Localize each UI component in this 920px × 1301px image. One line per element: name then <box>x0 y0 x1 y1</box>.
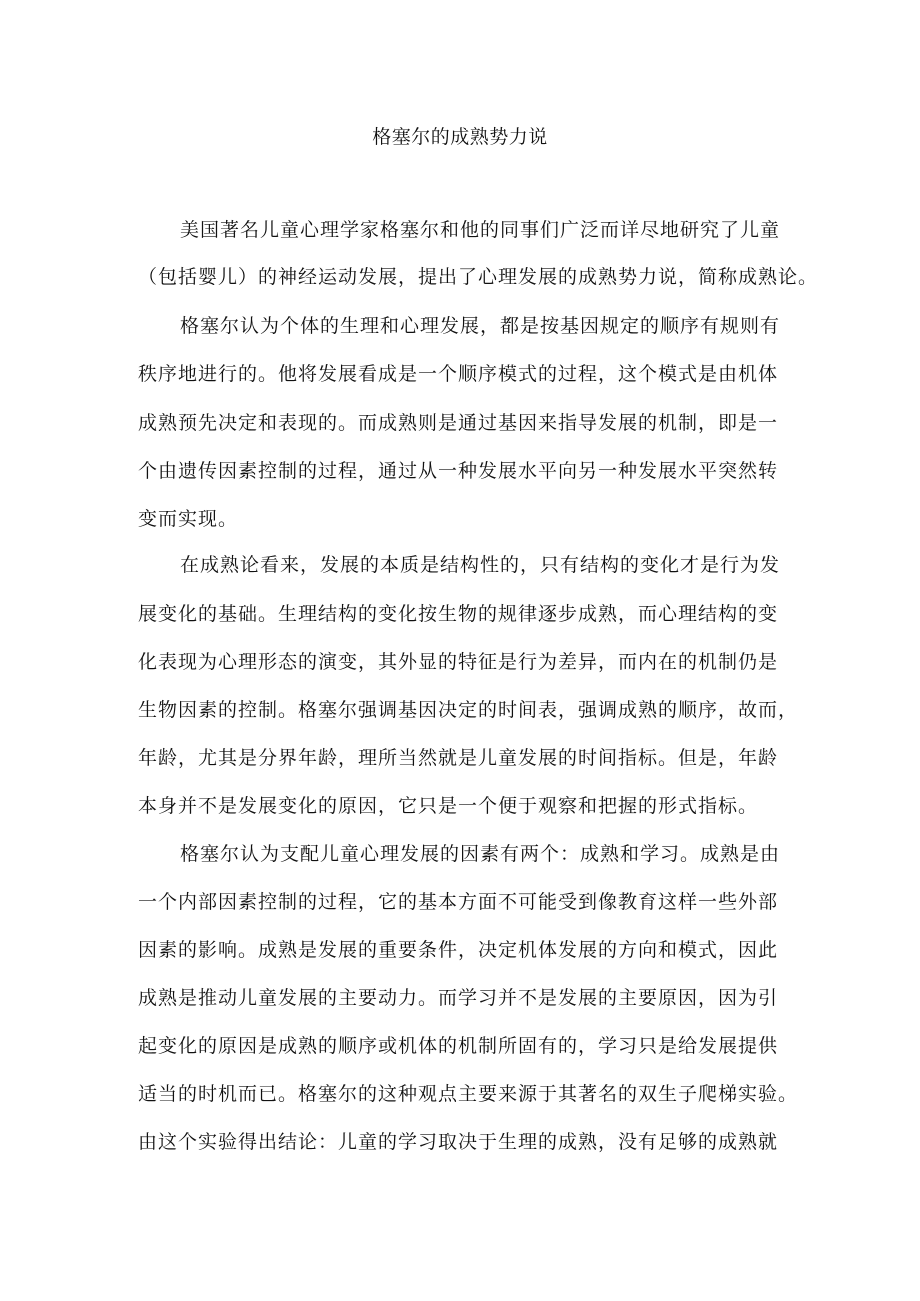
text-line: 适当的时机而已。格塞尔的这种观点主要来源于其著名的双生子爬梯实验。 <box>138 1083 799 1105</box>
text-line: 个由遗传因素控制的过程，通过从一种发展水平向另一种发展水平突然转 <box>138 460 779 482</box>
text-line: 展变化的基础。生理结构的变化按生物的规律逐步成熟，而心理结构的变 <box>138 603 779 625</box>
text-line: 成熟是推动儿童发展的主要动力。而学习并不是发展的主要原因，因为引 <box>138 987 779 1009</box>
document-title: 格塞尔的成熟势力说 <box>372 126 548 148</box>
text-line: 化表现为心理形态的演变，其外显的特征是行为差异，而内在的机制仍是 <box>138 651 779 673</box>
text-line: 因素的影响。成熟是发展的重要条件，决定机体发展的方向和模式，因此 <box>138 939 779 961</box>
text-line: 美国著名儿童心理学家格塞尔和他的同事们广泛而详尽地研究了儿童 <box>180 219 781 241</box>
text-line: 由这个实验得出结论：儿童的学习取决于生理的成熟，没有足够的成熟就 <box>138 1131 779 1153</box>
text-line: 起变化的原因是成熟的顺序或机体的机制所固有的，学习只是给发展提供 <box>138 1035 779 1057</box>
text-line: 本身并不是发展变化的原因，它只是一个便于观察和把握的形式指标。 <box>138 795 759 817</box>
text-line: 在成熟论看来，发展的本质是结构性的，只有结构的变化才是行为发 <box>180 554 781 576</box>
text-line: 格塞尔认为支配儿童心理发展的因素有两个：成熟和学习。成熟是由 <box>180 843 781 865</box>
text-line: 生物因素的控制。格塞尔强调基因决定的时间表，强调成熟的顺序，故而， <box>138 699 799 721</box>
text-line: 变而实现。 <box>138 508 239 530</box>
text-line: 一个内部因素控制的过程，它的基本方面不可能受到像教育这样一些外部 <box>138 891 779 913</box>
text-line: 格塞尔认为个体的生理和心理发展，都是按基因规定的顺序有规则有 <box>180 315 781 337</box>
text-line: （包括婴儿）的神经运动发展，提出了心理发展的成熟势力说，简称成熟论。 <box>138 266 819 288</box>
text-line: 成熟预先决定和表现的。而成熟则是通过基因来指导发展的机制，即是一 <box>138 412 779 434</box>
text-line: 秩序地进行的。他将发展看成是一个顺序模式的过程，这个模式是由机体 <box>138 363 779 385</box>
text-line: 年龄，尤其是分界年龄，理所当然就是儿童发展的时间指标。但是，年龄 <box>138 747 779 769</box>
